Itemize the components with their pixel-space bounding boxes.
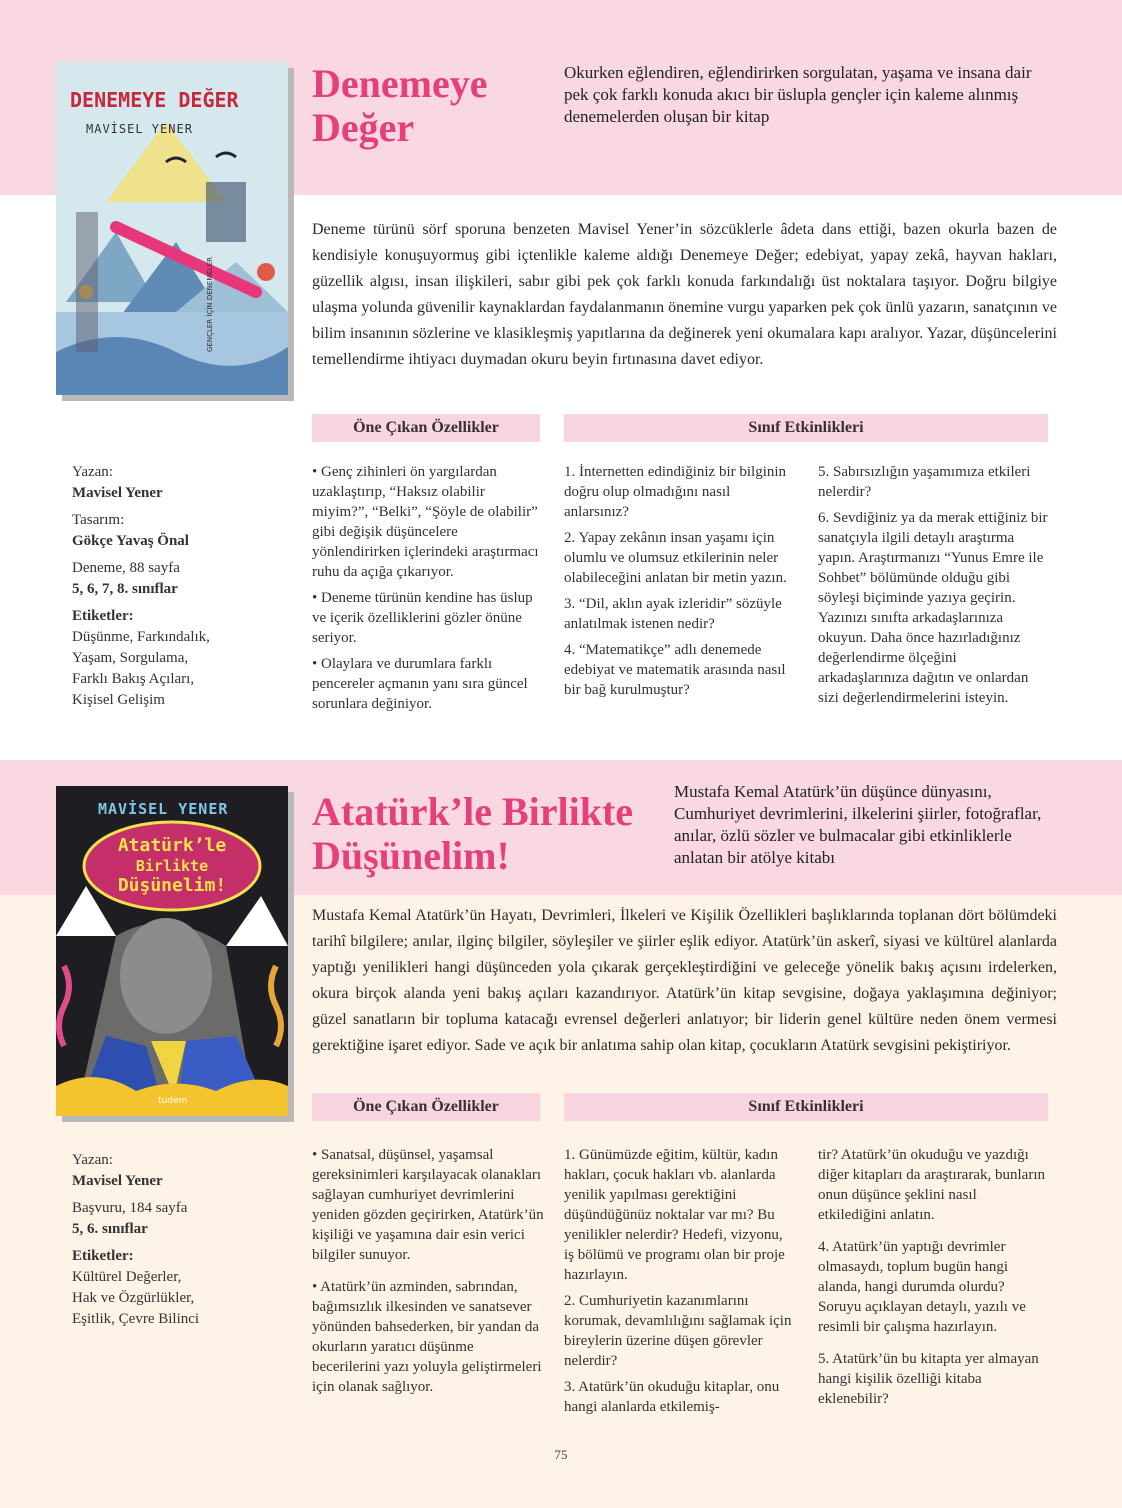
activity-item: 5. Atatürk’ün bu kitapta yer almayan hangi kişilik özelliği kitaba eklenebilir?	[818, 1351, 1039, 1407]
book1-title-line2: Değer	[312, 105, 415, 150]
author-name: Mavisel Yener	[72, 485, 163, 501]
author-label: Yazan:	[72, 1152, 113, 1168]
book2-lead: Mustafa Kemal Atatürk’ün düşünce dünyasını, Cumhuriyet devrimlerini, ilkelerini şiirler, fotoğraflar, anılar, özlü sözler ve bulmacalar gibi etkinliklerle anlatan bir atölye kitabı	[674, 782, 1042, 867]
tag-line: Kültürel Değerler,	[72, 1269, 182, 1285]
activity-item: 2. Cumhuriyetin kazanımlarını korumak, devamlılığını sağlamak için bireylerin üzerine düşen görevler nelerdir?	[564, 1293, 792, 1369]
tag-line: Kişisel Gelişim	[72, 692, 165, 708]
activity-item: 4. Atatürk’ün yaptığı devrimler olmasaydı, toplum bugün hangi alanda, hangi durumda olurdu? Soruyu açıklayan detaylı, yazılı ve resimli bir çalışma hazırlayın.	[818, 1239, 1026, 1335]
page-count: Başvuru, 184 sayfa	[72, 1200, 188, 1216]
tag-line: Düşünme, Farkındalık,	[72, 629, 210, 645]
book2-activities-col1	[564, 1145, 794, 1423]
book1-activities-col1	[564, 462, 794, 706]
book1-activities-col2	[818, 462, 1048, 714]
cover-title: DENEMEYE DEĞER	[70, 88, 239, 112]
cover-title-box	[84, 836, 260, 896]
book2-features-header: Öne Çıkan Özellikler	[312, 1093, 540, 1121]
activity-item: tir? Atatürk’ün okuduğu ve yazdığı diğer kitapları da araştırarak, bunların onun düşünce şeklini nasıl etkilediğini anlatın.	[818, 1147, 1045, 1223]
book1-title	[312, 62, 487, 150]
cover-publisher: tudem	[158, 1096, 188, 1106]
book2-activities-header: Sınıf Etkinlikleri	[564, 1093, 1048, 1121]
cover-author: MAVİSEL YENER	[98, 800, 229, 818]
page-number: 75	[554, 1447, 568, 1462]
activity-item: 2. Yapay zekânın insan yaşamı için olumlu ve olumsuz etkilerinin neler olabileceğini anlatan bir metin yazın.	[564, 530, 787, 586]
book2-title-line2: Düşünelim!	[312, 833, 510, 878]
page-count: Deneme, 88 sayfa	[72, 560, 180, 576]
feature-item: • Atatürk’ün azminden, sabrından, bağımsızlık ilkesinden ve sanatsever yönünden bahsederken, bir yandan da okurların yaratıcı düşünme becerilerini yazı yoluyla geliştirmeleri için olanak sağlıyor.	[312, 1279, 542, 1395]
book1-features-list	[312, 462, 540, 720]
tag-line: Farklı Bakış Açıları,	[72, 671, 195, 687]
book1-activities-header: Sınıf Etkinlikleri	[564, 414, 1048, 442]
author-label: Yazan:	[72, 464, 113, 480]
tag-line: Hak ve Özgürlükler,	[72, 1290, 195, 1306]
book2-meta	[72, 1150, 292, 1330]
book-cover-denemeye-deger[interactable]	[56, 62, 288, 395]
tags-label: Etiketler:	[72, 1248, 134, 1264]
grade-levels: 5, 6, 7, 8. sınıflar	[72, 581, 178, 597]
activity-item: 1. İnternetten edindiğiniz bir bilginin doğru olup olmadığını nasıl anlarsınız?	[564, 464, 787, 520]
cover-author: MAVİSEL YENER	[86, 122, 193, 136]
feature-item: • Deneme türünün kendine has üslup ve içerik özelliklerini gözler önüne seriyor.	[312, 590, 533, 646]
grade-levels: 5, 6. sınıflar	[72, 1221, 148, 1237]
activity-item: 6. Sevdiğiniz ya da merak ettiğiniz bir sanatçıyla ilgili detaylı araştırma yapın. Araştırmanızı “Yunus Emre ile Sohbet” bölümünde olduğu gibi söyleşi biçiminde yazıya geçirin. Yazınızı sınıfta arkadaşlarınıza okuyun. Daha önce hazırladığınız değerlendirme ölçeğini arkadaşlarınıza dağıtın ve onlardan sizi değerlendirmelerini isteyin.	[818, 510, 1048, 706]
feature-item: • Olaylara ve durumlara farklı pencereler açmanın yanı sıra güncel sorunlara değiniyor.	[312, 656, 528, 712]
book2-features-list	[312, 1145, 544, 1403]
designer-name: Gökçe Yavaş Önal	[72, 533, 189, 549]
book-cover-ataturkle-birlikte-dusunelim[interactable]	[56, 786, 288, 1116]
cover-title-line: Düşünelim!	[117, 875, 227, 896]
cover-title-line: Atatürk’le	[117, 835, 227, 856]
design-label: Tasarım:	[72, 512, 125, 528]
book1-meta	[72, 462, 292, 711]
tag-line: Yaşam, Sorgulama,	[72, 650, 189, 666]
activity-item: 3. Atatürk’ün okuduğu kitaplar, onu hangi alanlarda etkilemiş-	[564, 1379, 780, 1415]
cover-title-line: Birlikte	[135, 857, 209, 875]
book1-lead: Okurken eğlendiren, eğlendirirken sorgulatan, yaşama ve insana dair pek çok farklı konuda akıcı bir üslupla gençler için kaleme alınmış denemelerden oluşan bir kitap	[564, 63, 1032, 126]
book2-description: Mustafa Kemal Atatürk’ün Hayatı, Devrimleri, İlkeleri ve Kişilik Özellikleri başlıklarında toplanan dört bölümdeki tarihî bilgilere; anılar, ilginç bilgiler, söyleşiler ve şiirler eşlik ediyor. Atatürk’ün askerî, siyasi ve kültürel alanlarda yaptığı yenilikleri hangi düşünceden yola çıkarak gerçekleştirdiğini ve geleceğe yönelik bakış açısını irdelerken, okura birçok alanda yeni bakış açıları kazandırıyor. Atatürk’ün kitap sevgisine, doğaya yaklaşımına değiniyor; güzel sanatların bir topluma katacağı evrensel değerleri anlatıyor; bir liderin genel kültüre neden önem vermesi gerektiğine işaret ediyor. Sade ve açık bir anlatıma sahip olan kitap, çocukların Atatürk sevgisini pekiştiriyor.	[312, 907, 1057, 1054]
activity-item: 3. “Dil, aklın ayak izleridir” sözüyle anlatılmak istenen nedir?	[564, 596, 782, 632]
book2-title-line1: Atatürk’le Birlikte	[312, 789, 634, 834]
activity-item: 4. “Matematikçe” adlı denemede edebiyat ve matematik arasında nasıl bir bağ kurulmuştur?	[564, 642, 786, 698]
tags-label: Etiketler:	[72, 608, 134, 624]
feature-item: • Genç zihinleri ön yargılardan uzaklaştırıp, “Haksız olabilir miyim?”, “Belki”, “Şöyle de olabilir” gibi değişik düşüncelere yönlendirirken içlerindeki araştırmacı ruhu da açığa çıkarıyor.	[312, 464, 539, 580]
activity-item: 5. Sabırsızlığın yaşamımıza etkileri nelerdir?	[818, 464, 1031, 500]
book1-title-line1: Denemeye	[312, 61, 488, 106]
author-name: Mavisel Yener	[72, 1173, 163, 1189]
book1-features-header: Öne Çıkan Özellikler	[312, 414, 540, 442]
book2-activities-col2	[818, 1145, 1048, 1415]
activity-item: 1. Günümüzde eğitim, kültür, kadın hakları, çocuk hakları vb. alanlarda yenilik yapılması gerektiğini düşündüğünüz noktalar var mı? Bu yenilikler nelerdir? Hedefi, vizyonu, iş bölümü ve programı olan bir proje hazırlayın.	[564, 1147, 785, 1283]
tag-line: Eşitlik, Çevre Bilinci	[72, 1311, 200, 1327]
cover-series: GENÇLER İÇİN DENEMELER	[206, 257, 214, 352]
feature-item: • Sanatsal, düşünsel, yaşamsal gereksinimleri karşılayacak olanakları sağlayan cumhuriyet devrimlerini yeniden gözden geçirirken, Atatürk’ün kişiliği ve yaşamına dair esin verici bilgiler sunuyor.	[312, 1147, 544, 1263]
book2-title	[312, 790, 633, 878]
book1-description: Deneme türünü sörf sporuna benzeten Mavisel Yener’in sözcüklerle âdeta dans ettiği, bazen okurla bazen de kendisiyle konuşuyormuş gibi içtenlikle kaleme aldığı Denemeye Değer; edebiyat, yapay zekâ, hayvan hakları, güzellik algısı, insan ilişkileri, sabır gibi pek çok farklı konuda farkındalığı üst noktalara taşıyor. Doğru bilgiye ulaşma yolunda güvenilir kaynaklardan faydalanmanın önemine vurgu yaparken pek çok ünlü yazarın, sanatçının ve bilim insanının sözlerine ve klasikleşmiş yapıtlarına da değinerek yeni okumalara kapı aralıyor. Yazar, düşüncelerini temellendirme ihtiyacı duymadan okuru beyin fırtınasına davet ediyor.	[312, 221, 1057, 368]
